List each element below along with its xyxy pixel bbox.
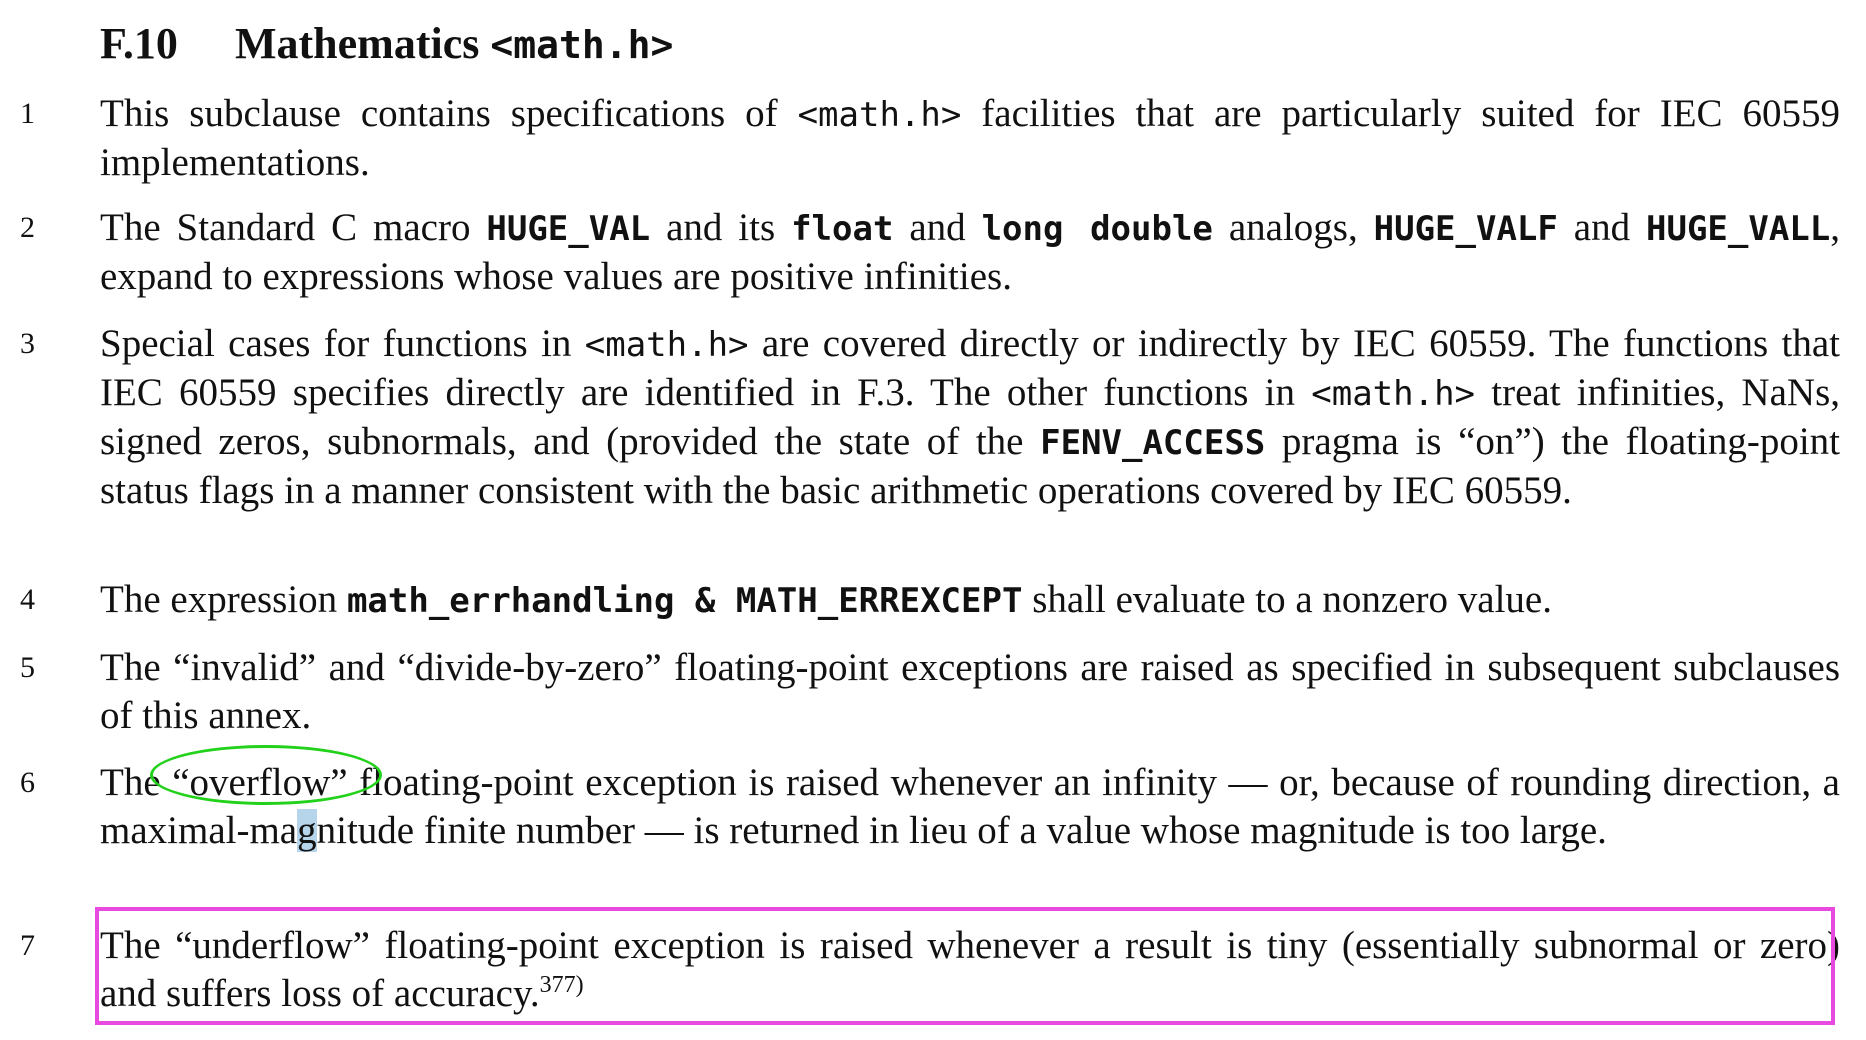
section-number: F.10	[100, 19, 178, 68]
code-keyword: float	[791, 209, 894, 249]
paragraph-number-1: 1	[20, 97, 35, 130]
paragraph-text: treat infinities, NaNs, signed zeros, subnormals, and (provided the state of the	[100, 371, 1840, 463]
code-macro: HUGE_VALL	[1646, 209, 1831, 249]
paragraph-text: nitude finite number — is returned in lieu of a value whose magnitude is too large.	[316, 809, 1607, 852]
paragraph-text: The	[100, 761, 173, 804]
paragraph-text: analogs,	[1212, 206, 1374, 249]
code-keyword: long double	[981, 209, 1213, 249]
section-title: Mathematics	[235, 19, 480, 68]
circled-word-overflow: “overflow”	[172, 761, 348, 804]
paragraph-number-5: 5	[20, 651, 35, 684]
paragraph-text: and	[1557, 206, 1646, 249]
paragraph-text: This subclause contains specifications of	[100, 92, 798, 135]
paragraph-2	[100, 204, 1840, 301]
paragraph-number-4: 4	[20, 583, 35, 616]
paragraph-1	[100, 90, 1840, 187]
paragraph-text: and	[893, 206, 982, 249]
paragraph-text: shall evaluate to a nonzero value.	[1022, 578, 1552, 621]
paragraph-text: pragma is “on”) the floating-point status flags in a manner consistent with the basic arithmetic operations covered by IEC 60559.	[100, 420, 1841, 512]
paragraph-number-7: 7	[20, 929, 35, 962]
paragraph-4	[100, 576, 1840, 625]
paragraph-number-6: 6	[20, 766, 35, 799]
paragraph-number-3: 3	[20, 327, 35, 360]
section-title-header: <math.h>	[490, 23, 674, 67]
code-macro: HUGE_VAL	[486, 209, 651, 249]
code-pragma: FENV_ACCESS	[1040, 423, 1266, 463]
code-header: <math.h>	[1311, 374, 1476, 414]
code-macro: HUGE_VALF	[1373, 209, 1558, 249]
section-heading	[100, 18, 673, 69]
paragraph-3	[100, 320, 1840, 515]
code-header: <math.h>	[797, 95, 962, 135]
paragraph-text: and its	[650, 206, 792, 249]
paragraph-text: The “underflow” floating-point exception is raised whenever a result is tiny (essentially subnormal or zero) and suffers loss of accuracy.	[100, 924, 1840, 1015]
paragraph-text: The Standard C macro	[100, 206, 487, 249]
paragraph-7	[100, 922, 1840, 1018]
paragraph-text: floating-point exception is raised whenever an infinity — or, because of rounding direction, a maximal-ma	[100, 761, 1840, 852]
text-selection-highlight[interactable]: g	[297, 809, 317, 852]
paragraph-text: The expression	[100, 578, 347, 621]
paragraph-number-2: 2	[20, 211, 35, 244]
paragraph-text: facilities that are particularly suited for IEC 60559 implementations.	[100, 92, 1840, 184]
code-expression: math_errhandling & MATH_ERREXCEPT	[346, 581, 1023, 621]
paragraph-text: Special cases for functions in	[100, 322, 585, 365]
paragraph-6	[100, 759, 1840, 855]
code-header: <math.h>	[584, 325, 749, 365]
footnote-reference[interactable]: 377)	[539, 972, 584, 998]
paragraph-5: The “invalid” and “divide-by-zero” floating-point exceptions are raised as specified in subsequent subclauses of this annex.	[100, 646, 1840, 737]
paragraph-text: are covered directly or indirectly by IEC 60559. The functions that IEC 60559 specifies directly are identified in F.3. The other functions in	[100, 322, 1840, 414]
paragraph-text: , expand to expressions whose values are positive infinities.	[100, 206, 1840, 298]
